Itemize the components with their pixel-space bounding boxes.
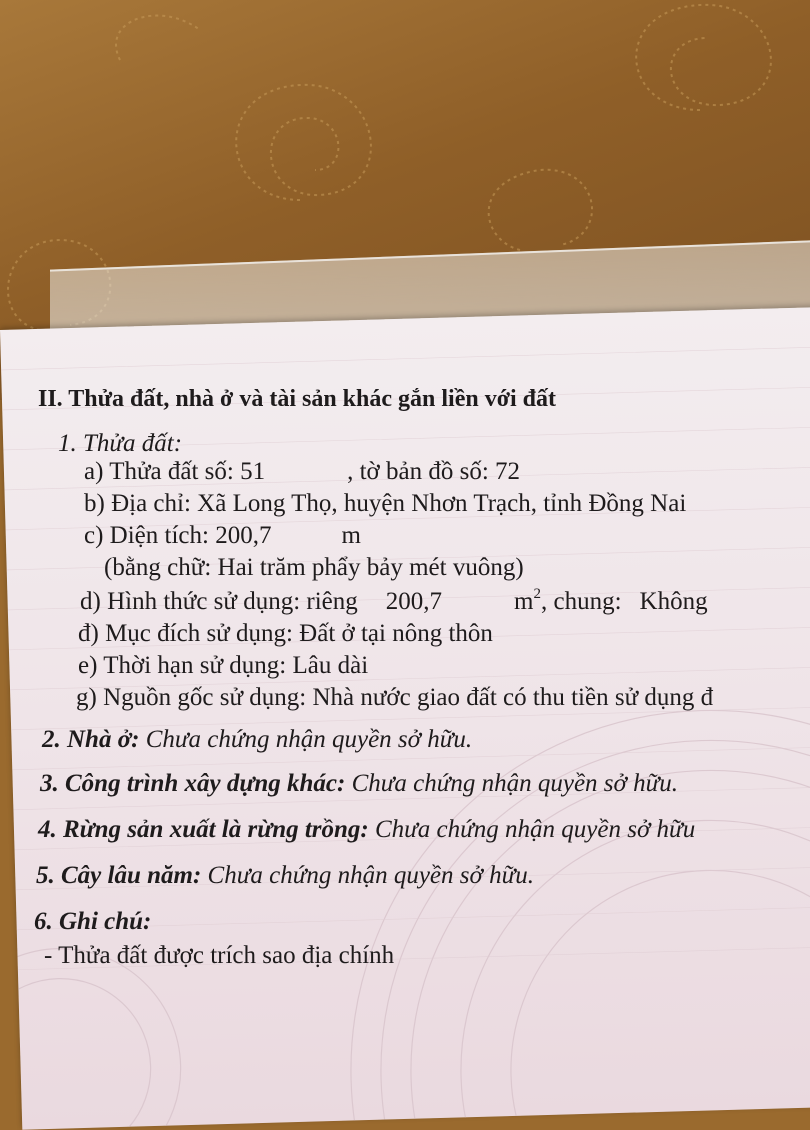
house-value: Chưa chứng nhận quyền sở hữu. (145, 726, 473, 753)
land-heading: 1. Thửa đất: (58, 430, 183, 457)
perennial-trees-value: Chưa chứng nhận quyền sở hữu. (207, 862, 534, 889)
production-forest-row (38, 816, 695, 844)
private-area-value: 200,7 (385, 588, 443, 615)
address-label: b) Địa chỉ: (84, 490, 191, 517)
usage-form-row (80, 586, 708, 616)
address-row (84, 490, 686, 518)
origin-row (76, 684, 713, 712)
other-construction-row (40, 770, 678, 798)
certificate-content (0, 370, 810, 1080)
house-row (42, 726, 472, 754)
perennial-trees-heading: 5. Cây lâu năm: (36, 862, 202, 889)
area-label: c) Diện tích: (84, 522, 209, 549)
usage-form-label: d) Hình thức sử dụng: riêng (80, 588, 358, 615)
area-in-words: (bằng chữ: Hai trăm phẩy bảy mét vuông) (104, 554, 524, 581)
map-sheet-value: 72 (495, 458, 521, 485)
purpose-label: đ) Mục đích sử dụng: (78, 620, 293, 647)
common-label: , chung: (540, 588, 622, 615)
area-value: 200,7 (215, 522, 272, 549)
term-row (78, 652, 368, 680)
term-label: e) Thời hạn sử dụng: (78, 652, 287, 679)
address-value: Xã Long Thọ, huyện Nhơn Trạch, tỉnh Đồng Nai (197, 490, 687, 517)
purpose-row (78, 620, 493, 648)
section-title: II. Thửa đất, nhà ở và tài sản khác gắn liền với đất (38, 386, 557, 412)
area-row (84, 522, 361, 550)
production-forest-heading: 4. Rừng sản xuất là rừng trồng: (38, 816, 369, 843)
map-sheet-label: , tờ bản đồ số: (347, 458, 489, 485)
parcel-number-row (84, 458, 520, 486)
origin-label: g) Nguồn gốc sử dụng: (76, 684, 307, 711)
unit-superscript: 2 (533, 586, 541, 602)
notes-item: - Thửa đất được trích sao địa chính (44, 942, 395, 969)
other-construction-value: Chưa chứng nhận quyền sở hữu. (351, 770, 679, 797)
term-value: Lâu dài (292, 652, 369, 679)
other-construction-heading: 3. Công trình xây dựng khác: (40, 770, 346, 797)
area-unit: m (341, 522, 361, 549)
origin-value: Nhà nước giao đất có thu tiền sử dụng đ (312, 684, 714, 711)
house-heading: 2. Nhà ở: (42, 726, 140, 753)
parcel-number-value: 51 (240, 458, 266, 485)
production-forest-value: Chưa chứng nhận quyền sở hữu (375, 816, 696, 843)
private-area-unit: m (514, 588, 534, 615)
perennial-trees-row (36, 862, 534, 890)
common-value: Không (639, 588, 708, 615)
parcel-number-label: a) Thửa đất số: (84, 458, 234, 485)
notes-heading: 6. Ghi chú: (34, 908, 152, 935)
purpose-value: Đất ở tại nông thôn (299, 620, 493, 647)
